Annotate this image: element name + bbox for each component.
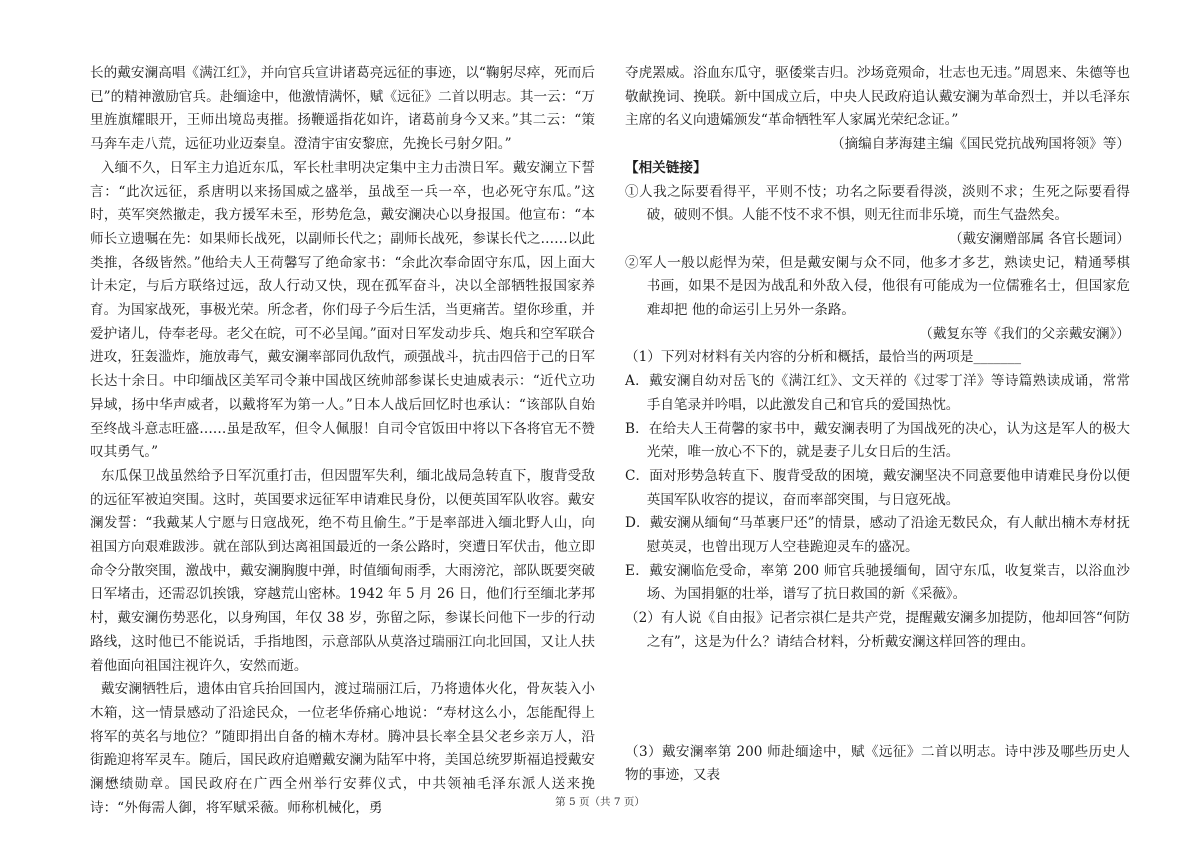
paragraph-4: 戴安澜牺牲后，遗体由官兵抬回国内，渡过瑞丽江后，乃将遗体火化，骨灰装入小木箱，这一情景感动了沿途民众，一位老华侨痛心地说：“寿材这么小，怎能配得上将军的英名与地位？”随即捐出自备的楠木寿材。腾冲县长率全县父老乡亲万人，沿街跪迎将军灵车。随后，国民政府追赠戴安澜为陆军中将，美国总统罗斯福追授戴安澜懋绩勋章。国民政府在广西全州举行安葬仪式，中共领袖毛泽东派人送来挽诗：“外侮需人御，将军赋采薇。师称机械化，勇: [90, 681, 595, 816]
related-link-2: ②军人一般以彪悍为荣，但是戴安阑与众不同，他多才多艺，熟读史记，精通琴棋 书画，如果不是因为战乱和外敌入侵，他很有可能成为一位儒雅名士，但国家危难却把 他的命运引上另外一条路。: [625, 254, 1130, 319]
left-column: [90, 62, 595, 821]
article-source: （摘编自茅海建主编《国民党抗战殉国将领》等）: [830, 136, 1130, 153]
option-c: C．面对形势急转直下、腹背受敌的困境，戴安澜坚决不同意要他申请难民身份以便英国军队收容的提议，奋而率部突围，与日寇死战。: [625, 467, 1130, 508]
paragraph-2: 入缅不久，日军主力追近东瓜，军长杜聿明决定集中主力击溃日军。戴安澜立下誓言：“此次远征，系唐明以来扬国威之盛举，虽战至一兵一卒，也必死守东瓜。”这时，英军突然撤走，我方援军未至，形势危急，戴安澜决心以身报国。他宣布：“本师长立遗嘱在先：如果师长战死，以副师长代之；副师长战死，参谋长代之……以此类推，各级皆然。”他给夫人王荷馨写了绝命家书：“余此次奉命固守东瓜，因上面大计未定，与后方联络过远，敌人行动又快，现在孤军奋斗，决以全部牺牲报国家养育。为国家战死，事极光荣。所念者，你们母子今后生活，当更痛苦。望你珍重，并爱护诸儿，侍奉老母。老父在皖，可不必呈闻。”面对日军发动步兵、炮兵和空军联合进攻，狂轰滥炸，施放毒气，戴安澜率部同仇敌忾，顽强战斗，抗击四倍于己的日军长达十余日。中印缅战区美军司令兼中国战区统帅部参谋长史迪威表示：“近代立功异域，扬中华声威者，以戴将军为第一人。”日本人战后回忆时也承认：“该部队自始至终战斗意志旺盛……虽是敌军，但令人佩服！自司令官饭田中将以下各将官无不赞叹其勇气。”: [90, 159, 595, 461]
related-link-1: ①人我之际要看得平，平则不忮；功名之际要看得淡，淡则不求；生死之际要看得 破，破则不惧。人能不忮不求不惧，则无往而非乐境，而生气盎然矣。: [625, 183, 1130, 224]
paragraph-1: 长的戴安澜高唱《满江红》，并向官兵宣讲诸葛亮远征的事迹，以“鞠躬尽瘁，死而后已”的精神激励官兵。赴缅途中，他激情满怀，赋《远征》二首以明志。其一云：“万里旌旗耀眼开，王师出境岛夷摧。扬鞭遥指花如许，诸葛前身今又来。”其二云：“策马奔车走八荒，远征功业迈秦皇。澄清宇宙安黎庶，先挽长弓射夕阳。”: [90, 65, 595, 153]
paragraph-continuation: 夺虎罴威。浴血东瓜守，驱倭棠吉归。沙场竟殒命，壮志也无违。”周恩来、朱德等也敬献挽词、挽联。新中国成立后，中央人民政府追认戴安澜为革命烈士，并以毛泽东主席的名义向遗孀颁发“革命牺牲军人家属光荣纪念证。”: [625, 65, 1130, 129]
paragraph-3: 东瓜保卫战虽然给予日军沉重打击，但因盟军失利，缅北战局急转直下，腹背受敌的远征军被迫突围。这时，英国要求远征军申请难民身份，以便英国军队收容。戴安澜发誓：“我戴某人宁愿与日寇战死，绝不苟且偷生。”于是率部进入缅北野人山，向祖国方向艰难跋涉。就在部队到达离祖国最近的一条公路时，突遭日军伏击，他立即命令分散突围，激战中，戴安澜胸腹中弹，时值缅甸雨季，大雨滂沱，部队既要突破日军堵击，还需忍饥挨饿，穿越荒山密林。1942 年 5 月 26 日，他们行至缅北茅邦村，戴安澜伤势恶化，以身殉国，年仅 38 岁，弥留之际，参谋长问他下一步的行动路线，这时他已不能说话，手指地图，示意部队从莫洛过瑞丽江向北回国，又让人扶着他面向祖国注视许久，安然而逝。: [90, 467, 595, 674]
related-links-heading: 【相关链接】: [625, 159, 707, 176]
related-link-1-source: （戴安澜赠部属 各官长题词）: [948, 230, 1130, 247]
option-e: E．戴安澜临危受命，率第 200 师官兵驰援缅甸，固守东瓜，收复棠吉，以浴血沙场、为国捐躯的壮举，谱写了抗日救国的新《采薇》。: [625, 562, 1130, 603]
option-d: D．戴安澜从缅甸“马革裹尸还”的情景，感动了沿途无数民众，有人献出楠木寿材抚慰英灵，也曾出现万人空巷跪迎灵车的盛况。: [625, 515, 1130, 556]
question-1: （1）下列对材料有关内容的分析和概括，最恰当的两项是_______: [625, 349, 1022, 366]
related-link-2-source: （戴复东等《我们的父亲戴安澜》）: [919, 325, 1130, 342]
page-footer: 第 5 页（共 7 页）: [555, 796, 645, 808]
question-3: （3）戴安澜率第 200 师赴缅途中，赋《远征》二首以明志。诗中涉及哪些历史人物的事迹，又表: [625, 743, 1130, 784]
option-a: A．戴安澜自幼对岳飞的《满江红》、文天祥的《过零丁洋》等诗篇熟读成诵，常常手自笔录并吟唱，以此激发自己和官兵的爱国热忱。: [625, 373, 1130, 413]
right-column: [625, 62, 1130, 788]
option-b: B．在给夫人王荷馨的家书中，戴安澜表明了为国战死的决心，认为这是军人的极大光荣，唯一放心不下的，就是妻子儿女日后的生活。: [625, 420, 1130, 461]
question-2: （2）有人说《自由报》记者宗祺仁是共产党，提醒戴安澜多加提防，他却回答“何防之有”，这是为什么？请结合材料，分析戴安澜这样回答的理由。: [625, 610, 1130, 650]
